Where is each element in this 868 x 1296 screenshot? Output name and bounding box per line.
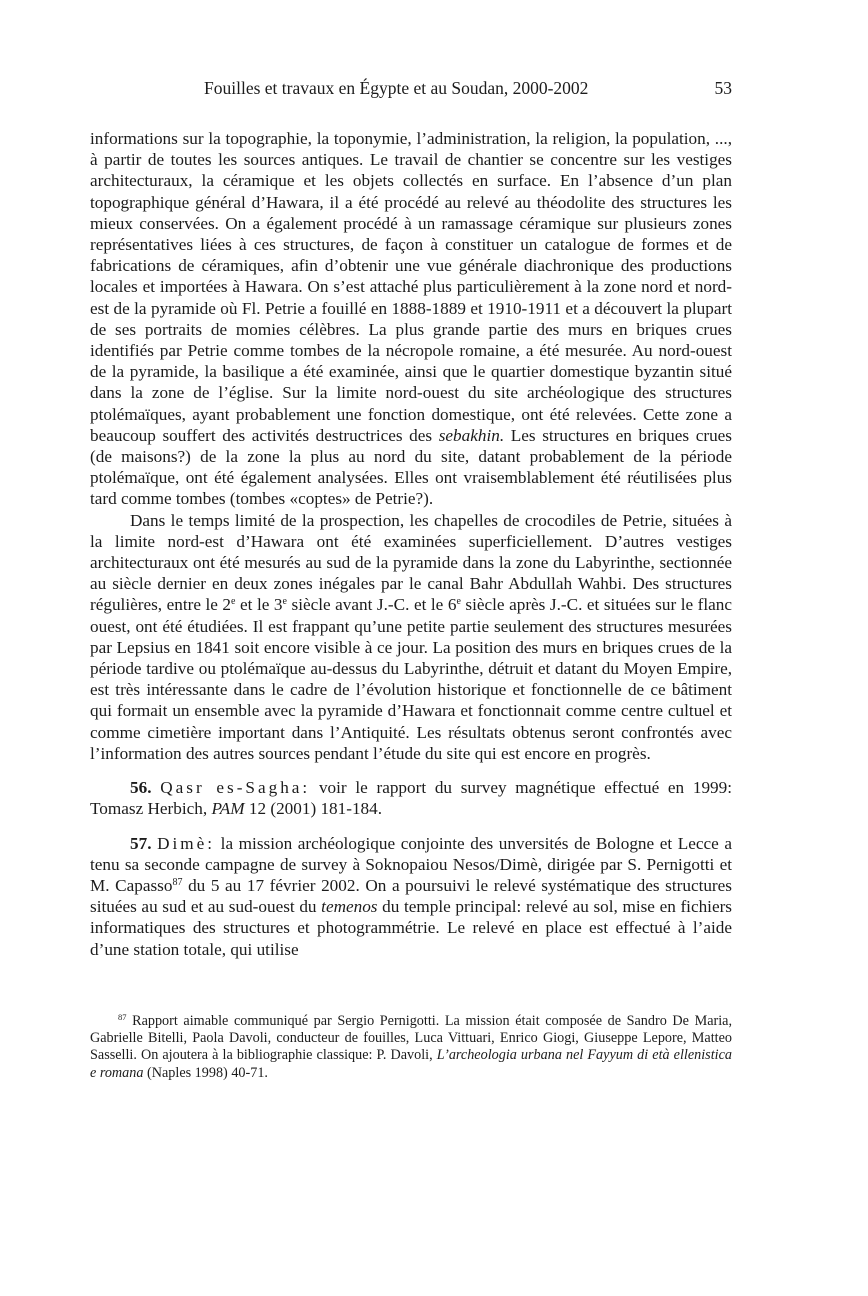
entry-number: 56. [130, 778, 152, 798]
italic-term: sebakhin. [438, 425, 505, 445]
text-run: Les structures en briques crues (de maisons?) de la zone la plus au nord du site, datant probablement de la période ptolémaïque, ont été également analysées. Elles ont vraisemblablement été réutilisées plus tard comme tombes (tombes «coptes» de Petrie?). [90, 425, 732, 509]
superscript: e [282, 596, 287, 608]
running-title: Fouilles et travaux en Égypte et au Soudan, 2000-2002 [204, 78, 589, 98]
text-run: et le 3 [235, 595, 283, 615]
text-run: Dans le temps limité de la prospection, les chapelles de crocodiles de Petrie, situées à la limite nord-est d’Hawara ont été examinées superficiellement. D’autres vestiges architecturaux ont été mesurés au sud de la pyramide dans la zone du Labyrinthe, sectionnée au siècle dernier en deux zones inégales par le canal Bahr Abdullah Wahbi. Des structures régulières, entre le 2 [90, 510, 732, 615]
footnote-87 [90, 1013, 732, 1082]
journal-title: PAM [211, 799, 245, 819]
text-run: la mission archéologique conjointe des unversités de Bologne et Lecce a tenu sa seconde campagne de survey à Soknopaiou Nesos/Dimè, dirigée par S. Pernigotti et M. Capasso [90, 833, 733, 895]
paragraph-hawara-continued [90, 128, 732, 510]
site-name: Qasr es-Sagha: [160, 778, 311, 798]
superscript: e [456, 596, 461, 608]
main-text [90, 128, 732, 960]
running-header [90, 78, 732, 102]
page-number: 53 [714, 78, 732, 98]
text-run: du temple principal: relevé au sol, mise en fichiers informatiques des structures et photogrammétrie. Le relevé en place est effectué à l’aide d’une station totale, qui utilise [90, 897, 732, 959]
entry-56 [90, 777, 732, 819]
paragraph-labyrinth [90, 510, 732, 764]
italic-term: temenos [321, 897, 378, 917]
text-run: voir le rapport du survey magnétique effectué en 1999: Tomasz Herbich, [90, 778, 733, 819]
text-run: informations sur la topographie, la toponymie, l’administration, la religion, la population, ..., à partir de toutes les sources antiques. Le travail de chantier se concentre sur les vestiges architecturaux, la céramique et les objets collectés en surface. En l’absence d’un plan topographique général d’Hawara, il a été procédé au relevé au théodolite des structures les mieux conservées. On a également procédé à un ramassage céramique sur plusieurs zones représentatives liées à ces structures, de façon à constituer un catalogue de formes et de fabrications de céramiques, afin d’obtenir une vue générale diachronique des productions locales et importées à Hawara. On s’est attaché plus particulièrement à la zone nord et nord-est de la pyramide où Fl. Petrie a fouillé en 1888-1889 et 1910-1911 et a découvert la plupart de ses portraits de momies célèbres. La plus grande partie des murs en briques crues identifiés par Petrie comme tombes de la nécropole romaine, a été mesurée. Au nord-ouest de la pyramide, la basilique a été examinée, ainsi que le quartier domestique byzantin situé dans la zone de l’église. Sur la limite nord-ouest du site archéologique des structures ptolémaïques, ayant probablement une fonction domestique, ont été relevées. Cette zone a beaucoup souffert des activités destructrices des [90, 129, 732, 445]
book-title: L’archeologia urbana nel Fayyum di età ellenistica e romana [90, 1047, 732, 1081]
text-run: siècle après J.-C. et situées sur le flanc ouest, ont été étudiées. Il est frappant qu’une petite partie seulement des structures mesurées par Lepsius en 1841 soit encore visible à ce jour. La position des murs en briques crues de la période tardive ou ptolémaïque au-dessus du Labyrinthe, détruit et datant du Moyen Empire, est très intéressante dans le cadre de l’évolution historique et fonctionnelle de ce bâtiment qui formait un ensemble avec la pyramide d’Hawara et fonctionnait comme centre cultuel et comme cimetière important dans l’Antiquité. Les résultats obtenus seront confrontés avec l’information des autres sources pendant l’étude du site qui est encore en progrès. [90, 595, 733, 763]
text-run: siècle avant J.-C. et le 6 [286, 595, 457, 615]
entry-57 [90, 833, 732, 960]
site-name: Dimè: [157, 833, 216, 853]
text-run: (Naples 1998) 40-71. [143, 1064, 268, 1081]
footnote-text [90, 1013, 732, 1082]
text-run: du 5 au 17 février 2002. On a poursuivi le relevé systématique des structures situées au sud et au sud-ouest du [90, 875, 732, 917]
entry-number: 57. [130, 833, 152, 853]
text-run: 12 (2001) 181-184. [244, 799, 383, 819]
superscript: e [231, 596, 236, 608]
text-run: Rapport aimable communiqué par Sergio Pernigotti. La mission était composée de Sandro De Maria, Gabrielle Bitelli, Paola Davoli, conducteur de fouilles, Luca Vittuari, Enrico Giogi, Giuseppe Lepore, Matteo Sasselli. On ajoutera à la bibliographie classique: P. Davoli, [90, 1013, 732, 1064]
footnote-reference: 87 [172, 876, 183, 888]
footnote-number: 87 [118, 1012, 127, 1022]
